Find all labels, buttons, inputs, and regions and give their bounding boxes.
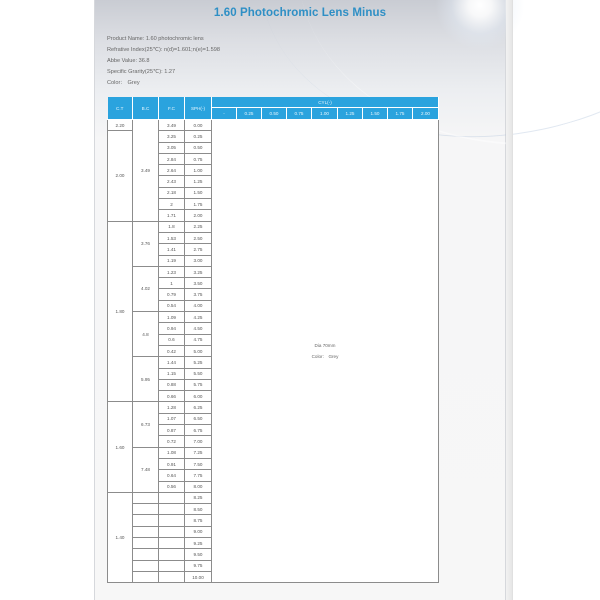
fc-cell: 0.56 bbox=[159, 481, 185, 492]
header-cyl-value: 0.50 bbox=[262, 108, 287, 120]
sph-cell: 1.75 bbox=[185, 199, 212, 210]
fc-cell bbox=[159, 560, 185, 571]
sph-cell: 2.75 bbox=[185, 244, 212, 255]
sph-cell: 0.25 bbox=[185, 131, 212, 142]
bc-cell bbox=[133, 537, 159, 548]
fc-cell: 1.53 bbox=[159, 232, 185, 243]
sph-cell: 8.50 bbox=[185, 504, 212, 515]
header-cyl-value: 0.25 bbox=[237, 108, 262, 120]
sph-cell: 4.50 bbox=[185, 323, 212, 334]
bc-cell: 4.8 bbox=[133, 312, 159, 357]
fc-cell: 1.15 bbox=[159, 368, 185, 379]
ct-cell: 1.60 bbox=[108, 402, 133, 492]
sph-cell: 7.75 bbox=[185, 470, 212, 481]
spec-color: Color： Grey bbox=[107, 80, 140, 87]
fc-cell: 1.41 bbox=[159, 244, 185, 255]
ct-cell: 2.20 bbox=[108, 120, 133, 131]
header-sph: SPH(-) bbox=[185, 97, 212, 120]
fc-cell bbox=[159, 515, 185, 526]
fc-cell: 0.88 bbox=[159, 379, 185, 390]
fc-cell: 1.23 bbox=[159, 266, 185, 277]
header-cyl-value: 1.75 bbox=[388, 108, 413, 120]
fc-cell: 0.64 bbox=[159, 470, 185, 481]
page-title: 1.60 Photochromic Lens Minus bbox=[213, 7, 387, 19]
header-cyl-value: 0.75 bbox=[287, 108, 312, 120]
bc-cell: 3.49 bbox=[133, 120, 159, 222]
bc-cell bbox=[133, 515, 159, 526]
sph-cell: 8.75 bbox=[185, 515, 212, 526]
header-cyl-value: 1.25 bbox=[338, 108, 363, 120]
sph-cell: 5.75 bbox=[185, 379, 212, 390]
fc-cell: 1.71 bbox=[159, 210, 185, 221]
fc-cell bbox=[159, 504, 185, 515]
fc-cell: 1.07 bbox=[159, 413, 185, 424]
bc-cell: 6.73 bbox=[133, 402, 159, 447]
fc-cell: 3.49 bbox=[159, 120, 185, 131]
sph-cell: 1.50 bbox=[185, 187, 212, 198]
bc-cell bbox=[133, 526, 159, 537]
fc-cell bbox=[159, 537, 185, 548]
fc-cell: 1.08 bbox=[159, 447, 185, 458]
sph-cell: 9.25 bbox=[185, 537, 212, 548]
sph-cell: 5.00 bbox=[185, 345, 212, 356]
sph-cell: 1.00 bbox=[185, 165, 212, 176]
bc-cell: 3.76 bbox=[133, 221, 159, 266]
bc-cell: 4.02 bbox=[133, 266, 159, 311]
sph-cell: 3.00 bbox=[185, 255, 212, 266]
bc-cell bbox=[133, 560, 159, 571]
header-cyl-value: - bbox=[212, 108, 237, 120]
sph-cell: 6.25 bbox=[185, 402, 212, 413]
fc-cell: 2 bbox=[159, 199, 185, 210]
bc-cell bbox=[133, 492, 159, 503]
fc-cell: 2.64 bbox=[159, 165, 185, 176]
bc-cell bbox=[133, 549, 159, 560]
sph-cell: 2.25 bbox=[185, 221, 212, 232]
header-cyl: CYL(-) bbox=[212, 97, 439, 108]
header-cyl-value: 2.00 bbox=[413, 108, 439, 120]
fc-cell bbox=[159, 492, 185, 503]
fc-cell: 1.09 bbox=[159, 312, 185, 323]
sph-cell: 4.00 bbox=[185, 300, 212, 311]
fc-cell: 0.87 bbox=[159, 425, 185, 436]
fc-cell: 0.94 bbox=[159, 323, 185, 334]
sph-cell: 10.00 bbox=[185, 571, 212, 582]
sph-cell: 0.00 bbox=[185, 120, 212, 131]
sph-cell: 9.00 bbox=[185, 526, 212, 537]
sph-cell: 0.50 bbox=[185, 142, 212, 153]
fc-cell: 1.19 bbox=[159, 255, 185, 266]
fc-cell: 0.79 bbox=[159, 289, 185, 300]
spec-refractive-index: Refrative Index(25℃): n(d)=1.601;n(e)=1.598 bbox=[107, 47, 220, 54]
sph-cell: 6.00 bbox=[185, 391, 212, 402]
header-fc: F.C bbox=[159, 97, 185, 120]
bc-cell: 7.48 bbox=[133, 447, 159, 492]
fc-cell bbox=[159, 549, 185, 560]
sph-cell: 6.75 bbox=[185, 425, 212, 436]
lens-spec-table bbox=[107, 97, 439, 583]
fc-cell: 0.42 bbox=[159, 345, 185, 356]
ct-cell: 1.40 bbox=[108, 492, 133, 582]
color-note: Color： Grey bbox=[311, 354, 339, 360]
sph-cell: 5.50 bbox=[185, 368, 212, 379]
sph-cell: 3.50 bbox=[185, 278, 212, 289]
sph-cell: 7.00 bbox=[185, 436, 212, 447]
sph-cell: 3.75 bbox=[185, 289, 212, 300]
fc-cell: 0.72 bbox=[159, 436, 185, 447]
fc-cell bbox=[159, 526, 185, 537]
sph-cell: 8.25 bbox=[185, 492, 212, 503]
bc-cell: 5.95 bbox=[133, 357, 159, 402]
ct-cell: 1.80 bbox=[108, 221, 133, 402]
sph-cell: 6.50 bbox=[185, 413, 212, 424]
fc-cell: 0.6 bbox=[159, 334, 185, 345]
fc-cell: 1.44 bbox=[159, 357, 185, 368]
spec-product-name: Product Name: 1.60 photochromic lens bbox=[107, 36, 204, 42]
sph-cell: 1.25 bbox=[185, 176, 212, 187]
product-specs bbox=[107, 34, 220, 89]
fc-cell: 1.28 bbox=[159, 402, 185, 413]
fc-cell: 1 bbox=[159, 278, 185, 289]
sph-cell: 2.50 bbox=[185, 232, 212, 243]
fc-cell: 2.18 bbox=[159, 187, 185, 198]
fc-cell: 1.8 bbox=[159, 221, 185, 232]
spec-specific-gravity: Specific Grarity(25℃): 1.27 bbox=[107, 69, 176, 76]
sph-cell: 4.75 bbox=[185, 334, 212, 345]
sph-cell: 5.25 bbox=[185, 357, 212, 368]
ct-cell: 2.00 bbox=[108, 131, 133, 221]
fc-cell: 3.05 bbox=[159, 142, 185, 153]
sph-cell: 2.00 bbox=[185, 210, 212, 221]
sph-cell: 8.00 bbox=[185, 481, 212, 492]
header-cyl-value: 1.50 bbox=[363, 108, 388, 120]
bc-cell bbox=[133, 571, 159, 582]
fc-cell: 0.66 bbox=[159, 391, 185, 402]
sph-cell: 7.50 bbox=[185, 458, 212, 469]
sph-cell: 9.50 bbox=[185, 549, 212, 560]
sph-cell: 3.25 bbox=[185, 266, 212, 277]
fc-cell: 0.54 bbox=[159, 300, 185, 311]
diameter-note: Dia 70mm bbox=[314, 343, 336, 349]
cyl-values-area bbox=[212, 120, 439, 583]
fc-cell bbox=[159, 571, 185, 582]
header-cyl-value: 1.00 bbox=[312, 108, 338, 120]
table-row bbox=[108, 120, 439, 131]
sph-cell: 4.25 bbox=[185, 312, 212, 323]
spec-abbe-value: Abbe Value: 36.8 bbox=[107, 58, 150, 65]
fc-cell: 3.25 bbox=[159, 131, 185, 142]
fc-cell: 0.91 bbox=[159, 458, 185, 469]
fc-cell: 2.43 bbox=[159, 176, 185, 187]
fc-cell: 2.84 bbox=[159, 153, 185, 164]
header-bc: B.C bbox=[133, 97, 159, 120]
header-ct: C.T bbox=[108, 97, 133, 120]
sph-cell: 7.25 bbox=[185, 447, 212, 458]
bc-cell bbox=[133, 504, 159, 515]
sph-cell: 0.75 bbox=[185, 153, 212, 164]
sph-cell: 9.75 bbox=[185, 560, 212, 571]
